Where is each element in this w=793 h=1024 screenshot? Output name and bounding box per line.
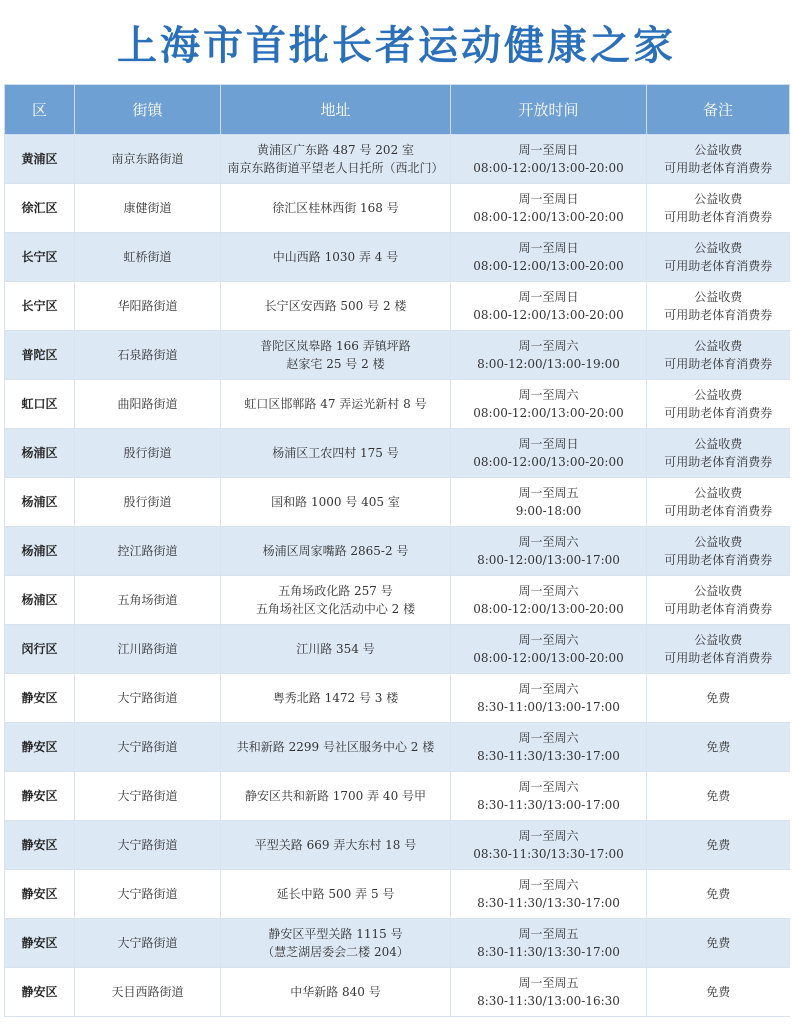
hours-cell-line: 9:00-18:00 [515, 504, 582, 518]
address-cell [221, 184, 451, 233]
address-cell-line: 杨浦区周家嘴路 2865-2 号 [262, 544, 409, 558]
hours-cell-line: 周一至周六 [518, 780, 579, 794]
address-cell-line: 江川路 354 号 [296, 642, 375, 656]
district-cell: 静安区 [5, 674, 75, 723]
hours-cell-line: 周一至周六 [518, 388, 579, 402]
note-cell-line: 公益收费 [694, 290, 743, 304]
note-cell-line: 免费 [706, 887, 731, 901]
note-cell-line: 可用助老体育消费券 [664, 553, 773, 567]
address-cell [221, 478, 451, 527]
street-cell: 大宁路街道 [75, 919, 221, 968]
hours-cell-line: 周一至周六 [518, 633, 579, 647]
hours-cell-line: 周一至周六 [518, 682, 579, 696]
address-cell [221, 429, 451, 478]
note-cell-line: 公益收费 [694, 633, 743, 647]
street-cell: 江川路街道 [75, 625, 221, 674]
table-row [5, 821, 790, 870]
note-cell-line: 公益收费 [694, 535, 743, 549]
hours-cell [451, 331, 647, 380]
address-cell-line: 粤秀北路 1472 号 3 楼 [272, 691, 399, 705]
address-cell-line: （慧芝湖居委会二楼 204） [262, 945, 409, 959]
note-cell-line: 可用助老体育消费券 [664, 602, 773, 616]
note-cell [647, 723, 790, 772]
district-cell: 徐汇区 [5, 184, 75, 233]
address-cell-line: 虹口区邯郸路 47 弄运光新村 8 号 [244, 397, 427, 411]
table-row [5, 429, 790, 478]
address-cell-line: 国和路 1000 号 405 室 [271, 495, 400, 509]
street-cell: 华阳路街道 [75, 282, 221, 331]
table-row [5, 625, 790, 674]
header-district: 区 [5, 85, 75, 135]
hours-cell-line: 周一至周日 [518, 290, 579, 304]
hours-cell-line: 08:00-12:00/13:00-20:00 [473, 455, 624, 469]
address-cell [221, 674, 451, 723]
district-cell: 杨浦区 [5, 527, 75, 576]
hours-cell [451, 821, 647, 870]
note-cell-line: 公益收费 [694, 143, 743, 157]
table-row [5, 380, 790, 429]
note-cell [647, 184, 790, 233]
hours-cell-line: 8:30-11:00/13:00-17:00 [477, 700, 620, 714]
note-cell-line: 可用助老体育消费券 [664, 651, 773, 665]
note-cell-line: 公益收费 [694, 241, 743, 255]
district-cell: 静安区 [5, 870, 75, 919]
address-cell-line: 五角场政化路 257 号 [278, 584, 393, 598]
street-cell: 天目西路街道 [75, 968, 221, 1017]
hours-cell-line: 8:30-11:30/13:30-17:00 [477, 945, 620, 959]
hours-cell-line: 08:00-12:00/13:00-20:00 [473, 161, 624, 175]
address-cell-line: 黄浦区广东路 487 号 202 室 [256, 143, 415, 157]
note-cell [647, 625, 790, 674]
note-cell [647, 968, 790, 1017]
hours-cell-line: 8:30-11:30/13:30-17:00 [477, 749, 620, 763]
hours-cell-line: 周一至周六 [518, 731, 579, 745]
header-hours: 开放时间 [451, 85, 647, 135]
note-cell-line: 可用助老体育消费券 [664, 210, 773, 224]
header-street: 街镇 [75, 85, 221, 135]
district-cell: 杨浦区 [5, 576, 75, 625]
address-cell-line: 徐汇区桂林西街 168 号 [272, 201, 399, 215]
table-row [5, 772, 790, 821]
street-cell: 石泉路街道 [75, 331, 221, 380]
district-cell: 静安区 [5, 821, 75, 870]
hours-cell [451, 870, 647, 919]
address-cell-line: 静安区平型关路 1115 号 [268, 927, 403, 941]
note-cell-line: 免费 [706, 691, 731, 705]
hours-cell-line: 8:30-11:30/13:00-16:30 [477, 994, 620, 1008]
note-cell-line: 可用助老体育消费券 [664, 406, 773, 420]
table-row [5, 576, 790, 625]
hours-cell-line: 周一至周六 [518, 584, 579, 598]
address-cell-line: 南京东路街道平望老人日托所（西北门） [227, 161, 444, 175]
note-cell-line: 可用助老体育消费券 [664, 308, 773, 322]
note-cell [647, 233, 790, 282]
table-row [5, 870, 790, 919]
street-cell: 虹桥街道 [75, 233, 221, 282]
note-cell-line: 免费 [706, 740, 731, 754]
address-cell-line: 杨浦区工农四村 175 号 [272, 446, 399, 460]
hours-cell-line: 8:30-11:30/13:30-17:00 [477, 896, 620, 910]
header-address: 地址 [221, 85, 451, 135]
table-row [5, 478, 790, 527]
address-cell [221, 723, 451, 772]
hours-cell-line: 8:00-12:00/13:00-19:00 [477, 357, 620, 371]
page-title: 上海市首批长者运动健康之家 [117, 22, 676, 69]
street-cell: 大宁路街道 [75, 723, 221, 772]
note-cell [647, 772, 790, 821]
street-cell: 控江路街道 [75, 527, 221, 576]
note-cell [647, 331, 790, 380]
street-cell: 大宁路街道 [75, 870, 221, 919]
note-cell-line: 可用助老体育消费券 [664, 455, 773, 469]
hours-cell-line: 8:00-12:00/13:00-17:00 [477, 553, 620, 567]
hours-cell-line: 08:00-12:00/13:00-20:00 [473, 651, 624, 665]
hours-cell-line: 08:30-11:30/13:30-17:00 [473, 847, 624, 861]
district-cell: 长宁区 [5, 282, 75, 331]
hours-cell [451, 919, 647, 968]
note-cell-line: 公益收费 [694, 192, 743, 206]
district-cell: 黄浦区 [5, 135, 75, 184]
note-cell [647, 919, 790, 968]
address-cell [221, 625, 451, 674]
note-cell [647, 380, 790, 429]
district-cell: 静安区 [5, 772, 75, 821]
hours-cell-line: 08:00-12:00/13:00-20:00 [473, 406, 624, 420]
title-bar [0, 0, 793, 84]
address-cell [221, 380, 451, 429]
hours-cell-line: 周一至周日 [518, 241, 579, 255]
hours-cell-line: 08:00-12:00/13:00-20:00 [473, 210, 624, 224]
note-cell-line: 免费 [706, 985, 731, 999]
district-cell: 长宁区 [5, 233, 75, 282]
hours-cell-line: 周一至周日 [518, 143, 579, 157]
hours-cell-line: 周一至周六 [518, 878, 579, 892]
district-cell: 静安区 [5, 968, 75, 1017]
note-cell [647, 478, 790, 527]
street-cell: 五角场街道 [75, 576, 221, 625]
address-cell-line: 延长中路 500 弄 5 号 [276, 887, 395, 901]
note-cell-line: 可用助老体育消费券 [664, 259, 773, 273]
street-cell: 大宁路街道 [75, 674, 221, 723]
note-cell-line: 公益收费 [694, 584, 743, 598]
hours-cell [451, 184, 647, 233]
district-cell: 杨浦区 [5, 478, 75, 527]
table-row [5, 674, 790, 723]
hours-cell [451, 723, 647, 772]
note-cell [647, 576, 790, 625]
hours-cell-line: 周一至周五 [518, 486, 579, 500]
hours-cell [451, 429, 647, 478]
note-cell-line: 公益收费 [694, 339, 743, 353]
table-row [5, 331, 790, 380]
header-note: 备注 [647, 85, 790, 135]
address-cell [221, 233, 451, 282]
address-cell-line: 长宁区安西路 500 号 2 楼 [264, 299, 407, 313]
hours-cell [451, 625, 647, 674]
district-cell: 闵行区 [5, 625, 75, 674]
hours-cell-line: 周一至周五 [518, 976, 579, 990]
table-row [5, 233, 790, 282]
hours-cell-line: 周一至周六 [518, 339, 579, 353]
hours-cell [451, 478, 647, 527]
district-cell: 普陀区 [5, 331, 75, 380]
hours-cell-line: 周一至周六 [518, 535, 579, 549]
note-cell-line: 可用助老体育消费券 [664, 161, 773, 175]
hours-cell-line: 08:00-12:00/13:00-20:00 [473, 602, 624, 616]
note-cell [647, 821, 790, 870]
note-cell-line: 免费 [706, 789, 731, 803]
table-row [5, 723, 790, 772]
address-cell [221, 576, 451, 625]
hours-cell-line: 周一至周五 [518, 927, 579, 941]
street-cell: 大宁路街道 [75, 772, 221, 821]
hours-cell [451, 135, 647, 184]
note-cell [647, 282, 790, 331]
street-cell: 大宁路街道 [75, 821, 221, 870]
note-cell [647, 527, 790, 576]
hours-cell [451, 380, 647, 429]
hours-cell-line: 周一至周日 [518, 192, 579, 206]
address-cell-line: 平型关路 669 弄大东村 18 号 [254, 838, 417, 852]
note-cell [647, 135, 790, 184]
hours-cell-line: 周一至周日 [518, 437, 579, 451]
district-cell: 虹口区 [5, 380, 75, 429]
hours-cell [451, 527, 647, 576]
address-cell-line: 中华新路 840 号 [290, 985, 381, 999]
note-cell-line: 公益收费 [694, 388, 743, 402]
address-cell-line: 普陀区岚皋路 166 弄镇坪路 [260, 339, 411, 353]
address-cell [221, 527, 451, 576]
table-row [5, 184, 790, 233]
hours-cell [451, 674, 647, 723]
address-cell [221, 968, 451, 1017]
address-cell [221, 772, 451, 821]
address-cell [221, 919, 451, 968]
address-cell-line: 静安区共和新路 1700 弄 40 号甲 [244, 789, 427, 803]
table-row [5, 968, 790, 1017]
address-cell-line: 中山西路 1030 弄 4 号 [272, 250, 399, 264]
address-cell [221, 282, 451, 331]
district-cell: 杨浦区 [5, 429, 75, 478]
hours-cell [451, 576, 647, 625]
note-cell [647, 674, 790, 723]
note-cell-line: 公益收费 [694, 486, 743, 500]
note-cell [647, 429, 790, 478]
street-cell: 南京东路街道 [75, 135, 221, 184]
table-row [5, 282, 790, 331]
address-cell [221, 870, 451, 919]
address-cell [221, 331, 451, 380]
hours-cell-line: 08:00-12:00/13:00-20:00 [473, 259, 624, 273]
note-cell [647, 870, 790, 919]
table-row [5, 135, 790, 184]
note-cell-line: 可用助老体育消费券 [664, 357, 773, 371]
table-row [5, 919, 790, 968]
address-cell [221, 135, 451, 184]
street-cell: 殷行街道 [75, 429, 221, 478]
note-cell-line: 免费 [706, 936, 731, 950]
note-cell-line: 免费 [706, 838, 731, 852]
hours-cell [451, 968, 647, 1017]
hours-cell-line: 周一至周六 [518, 829, 579, 843]
district-cell: 静安区 [5, 723, 75, 772]
address-cell [221, 821, 451, 870]
street-cell: 曲阳路街道 [75, 380, 221, 429]
district-cell: 静安区 [5, 919, 75, 968]
hours-cell-line: 08:00-12:00/13:00-20:00 [473, 308, 624, 322]
venue-table [4, 84, 790, 1017]
address-cell-line: 赵家宅 25 号 2 楼 [286, 357, 385, 371]
hours-cell [451, 233, 647, 282]
hours-cell [451, 772, 647, 821]
street-cell: 康健街道 [75, 184, 221, 233]
note-cell-line: 可用助老体育消费券 [664, 504, 773, 518]
table-body [5, 135, 790, 1017]
hours-cell [451, 282, 647, 331]
street-cell: 殷行街道 [75, 478, 221, 527]
table-row [5, 527, 790, 576]
table-header-row [5, 85, 790, 135]
hours-cell-line: 8:30-11:30/13:00-17:00 [477, 798, 620, 812]
address-cell-line: 共和新路 2299 号社区服务中心 2 楼 [236, 740, 435, 754]
note-cell-line: 公益收费 [694, 437, 743, 451]
address-cell-line: 五角场社区文化活动中心 2 楼 [255, 602, 416, 616]
